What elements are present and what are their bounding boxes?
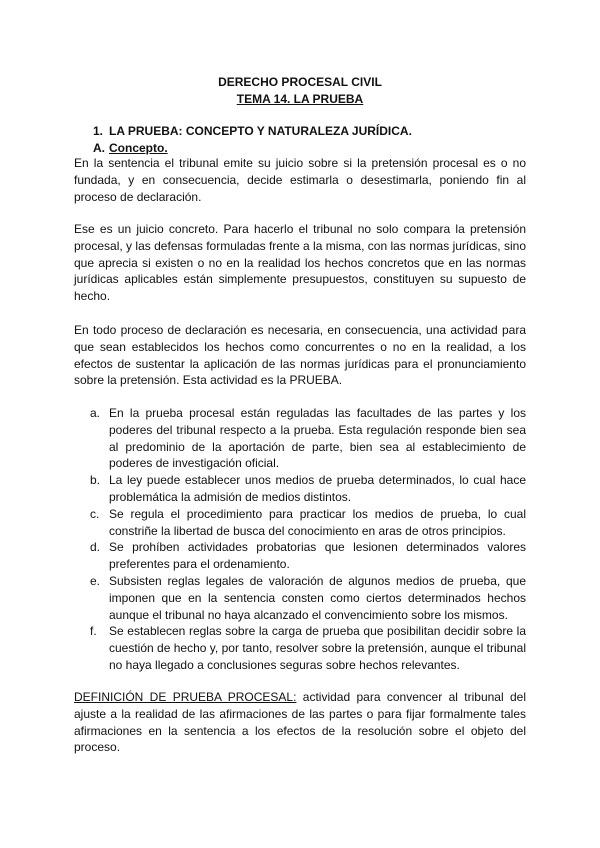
document-topic: TEMA 14. LA PRUEBA [236, 92, 364, 106]
definition-term: DEFINICIÓN DE PRUEBA PROCESAL: [74, 690, 297, 704]
list-item [88, 506, 526, 540]
definition-paragraph [74, 689, 526, 756]
list-item [88, 472, 526, 506]
list-item-text: En la prueba procesal están reguladas las facultades de las partes y los poderes del tribunal respecto a la prueba. Esta regulación responde bien sea al predominio de la aportación de parte, bien sea al establecimiento de poderes de investigación oficial. [109, 406, 526, 471]
paragraph-2: Ese es un juicio concreto. Para hacerlo el tribunal no solo compara la pretensión procesal, y las defensas formuladas frente a la misma, con las normas jurídicas, sino que aprecia si existen o no en la realidad los hechos concretos que en las normas jurídicas aplicables están simplemente presupuestos, constituyen su supuesto de hecho. [74, 222, 526, 304]
list-item-text: Se prohíben actividades probatorias que lesionen determinados valores preferentes para el ordenamiento. [109, 540, 526, 572]
list-item-text: Se establecen reglas sobre la carga de prueba que posibilitan decidir sobre la cuestión de hecho y, por tanto, resolver sobre la pretensión, aunque el tribunal no haya llegado a conclusiones seguras sobre hechos relevantes. [109, 624, 526, 672]
list-item-text: Se regula el procedimiento para practicar los medios de prueba, lo cual constriñe la libertad de busca del conocimiento en aras de otros principios. [109, 506, 526, 538]
list-marker: f. [90, 624, 97, 639]
list-item [88, 405, 526, 472]
list-item [88, 539, 526, 573]
list-item [88, 623, 526, 673]
section-number: 1. [93, 124, 104, 138]
list-item-text: La ley puede establecer unos medios de prueba determinados, lo cual hace problemática la admisión de medios distintos. [109, 473, 526, 504]
list-marker: c. [90, 506, 100, 521]
document-subject: DERECHO PROCESAL CIVIL [218, 75, 382, 89]
list-marker: e. [90, 573, 101, 588]
paragraph-1: En la sentencia el tribunal emite su juicio sobre si la pretensión procesal es o no fundada, y en consecuencia, decide estimarla o desestimarla, poniendo fin al proceso de declaración. [74, 156, 526, 204]
list-item [88, 573, 526, 623]
subsection-heading [93, 140, 168, 156]
paragraph-3: En todo proceso de declaración es necesaria, en consecuencia, una actividad para que sean establecidos los hechos como concurrentes o no en la realidad, a los efectos de sustentar la aplicación de las normas jurídicas para el pronunciamiento sobre la pretensión. Esta actividad es la PRUEBA. [74, 323, 526, 388]
definition-text: actividad para convencer al tribunal del ajuste a la realidad de las afirmaciones de las partes o para fijar formalmente tales afirmaciones en la sentencia a los efectos de la resolución sobre el objeto del proceso. [74, 690, 526, 755]
subsection-title: Concepto. [109, 141, 168, 155]
list-item-text: Subsisten reglas legales de valoración de algunos medios de prueba, que imponen que en la sentencia consten como ciertos determinados hechos aunque el tribunal no haya alcanzado el convencimiento sobre los mismos. [109, 573, 526, 622]
list-marker: b. [90, 473, 101, 488]
list-marker: d. [90, 540, 101, 555]
section-heading [93, 123, 412, 139]
subsection-letter: A. [93, 141, 105, 155]
characteristics-list [88, 405, 526, 674]
list-marker: a. [90, 406, 101, 420]
section-title: LA PRUEBA: CONCEPTO Y NATURALEZA JURÍDICA. [109, 124, 412, 138]
